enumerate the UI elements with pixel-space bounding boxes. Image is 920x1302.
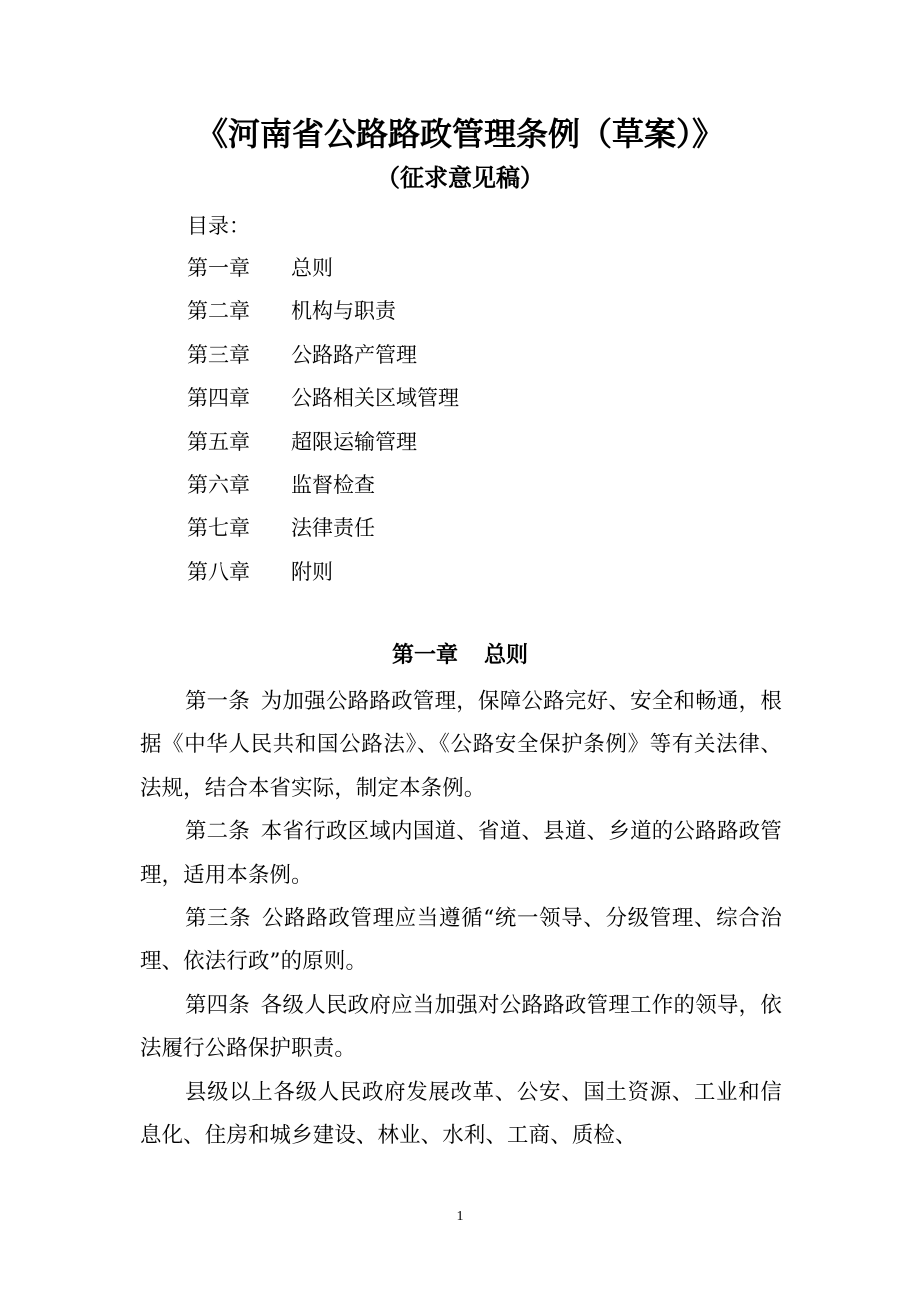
- toc-heading: 目录：: [187, 214, 250, 238]
- chapter-number: 第一章: [391, 643, 458, 668]
- article-number: 第三条: [184, 906, 252, 932]
- toc-chapter-title: 附则: [291, 559, 333, 584]
- toc-item-chapter-1: [187, 250, 687, 293]
- chapter-body: [140, 680, 782, 1157]
- toc-chapter-title: 法律责任: [291, 516, 375, 541]
- toc-chapter-number: 第二章: [187, 299, 250, 324]
- toc-item-chapter-2: [187, 293, 687, 336]
- article-text: 各级人民政府应当加强对公路路政管理工作的领导，依法履行公路保护职责。: [140, 992, 782, 1062]
- toc-chapter-number: 第一章: [187, 256, 250, 280]
- toc-item-chapter-3: [187, 337, 687, 380]
- document-subtitle: （征求意见稿）: [376, 164, 544, 192]
- document-title: 《河南省公路路政管理条例（草案）》: [195, 115, 724, 153]
- toc-item-chapter-5: [187, 424, 687, 467]
- toc-chapter-number: 第三章: [187, 342, 250, 367]
- toc-item-chapter-6: [187, 467, 687, 510]
- article-number: 第二条: [184, 819, 251, 845]
- article-3: [140, 897, 782, 984]
- toc-chapter-number: 第六章: [187, 472, 250, 497]
- table-of-contents: [187, 250, 687, 597]
- toc-chapter-number: 第五章: [187, 429, 250, 454]
- toc-chapter-number: 第四章: [187, 386, 250, 411]
- article-text: 为加强公路路政管理，保障公路完好、安全和畅通，根据《中华人民共和国公路法》、《公路安全保护条例》等有关法律、法规，结合本省实际，制定本条例。: [140, 689, 782, 801]
- toc-chapter-title: 监督检查: [291, 472, 375, 497]
- toc-chapter-number: 第八章: [187, 559, 250, 584]
- chapter-heading: [0, 638, 920, 674]
- toc-chapter-title: 总则: [291, 256, 333, 280]
- article-number: 第四条: [184, 992, 251, 1018]
- article-2: [140, 810, 782, 897]
- toc-chapter-title: 公路相关区域管理: [291, 386, 459, 411]
- article-1: [140, 680, 782, 810]
- toc-item-chapter-4: [187, 380, 687, 423]
- article-text: 本省行政区域内国道、省道、县道、乡道的公路路政管理，适用本条例。: [140, 819, 782, 888]
- article-4-continuation: 县级以上各级人民政府发展改革、公安、国土资源、工业和信息化、住房和城乡建设、林业、水利、工商、质检、: [140, 1079, 782, 1149]
- toc-item-chapter-7: [187, 510, 687, 553]
- toc-chapter-number: 第七章: [187, 516, 250, 541]
- article-text: 公路路政管理应当遵循“统一领导、分级管理、综合治理、依法行政”的原则。: [140, 906, 782, 975]
- toc-chapter-title: 超限运输管理: [291, 429, 417, 454]
- toc-item-chapter-8: [187, 554, 687, 597]
- chapter-title: 总则: [484, 643, 529, 668]
- page-number: 1: [456, 1209, 464, 1224]
- article-number: 第一条: [184, 689, 251, 714]
- article-4: [140, 984, 782, 1071]
- toc-chapter-title: 机构与职责: [291, 299, 396, 324]
- toc-chapter-title: 公路路产管理: [291, 342, 417, 367]
